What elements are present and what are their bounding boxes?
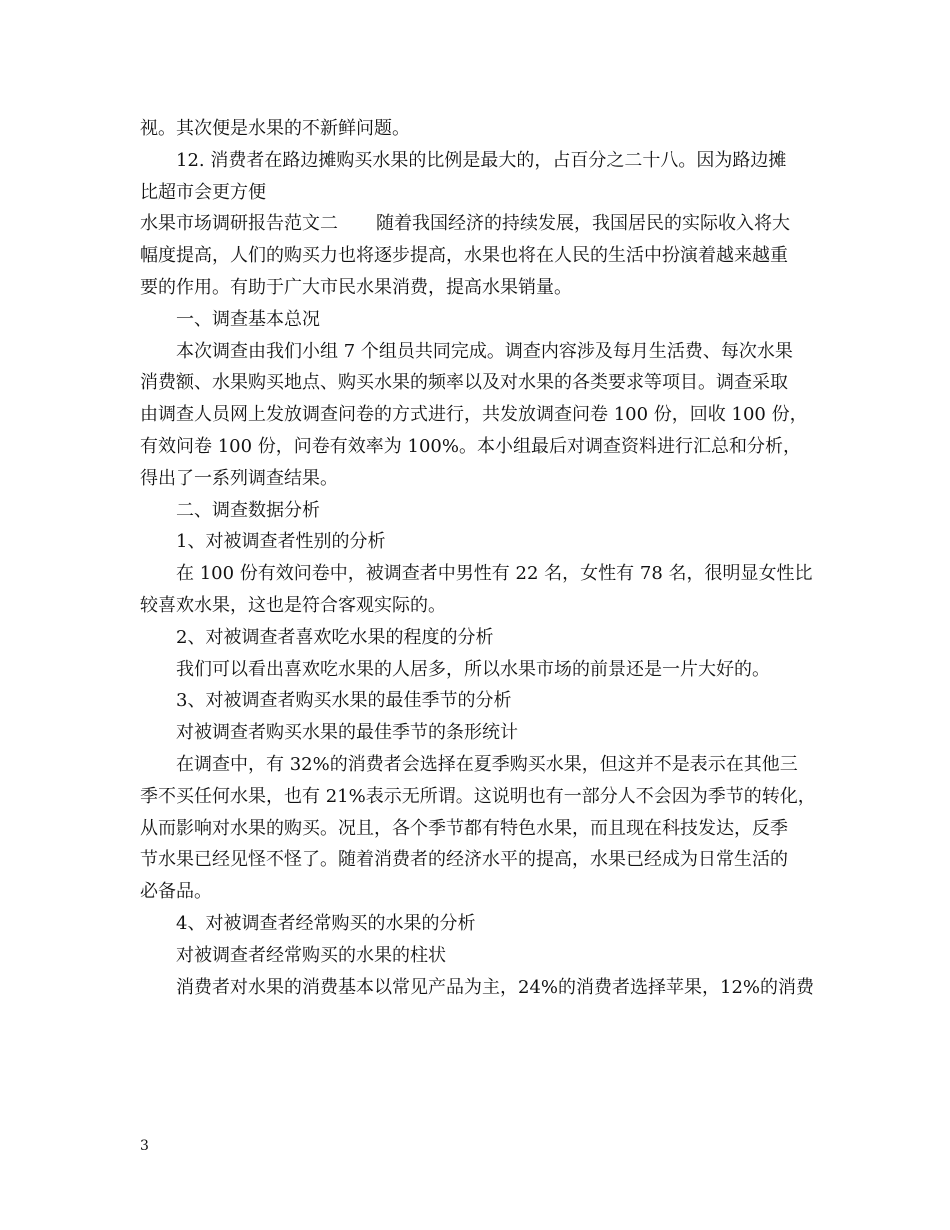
text-line-11: 有效问卷 100 份，问卷有效率为 100%。本小组最后对调查资料进行汇总和分析， <box>140 435 801 457</box>
text-line-16: 较喜欢水果，这也是符合客观实际的。 <box>140 594 446 616</box>
text-line-2: 12. 消费者在路边摊购买水果的比例是最大的，占百分之二十八。因为路边摊 <box>176 149 787 171</box>
report-title: 水果市场调研报告范文二 <box>140 213 338 235</box>
text-line-21: 在调查中，有 32%的消费者会选择在夏季购买水果，但这并不是表示在其他三 <box>176 753 798 775</box>
section-title-data-analysis: 二、调查数据分析 <box>176 499 320 521</box>
body-text <box>140 113 816 1003</box>
text-line-15: 在 100 份有效问卷中，被调查者中男性有 22 名，女性有 78 名，很明显女性比 <box>176 563 813 585</box>
text-line-5: 幅度提高，人们的购买力也将逐步提高，水果也将在人民的生活中扮演着越来越重 <box>140 245 788 267</box>
section-title-survey-overview: 一、调查基本总况 <box>176 308 320 330</box>
text-line-10: 由调查人员网上发放调查问卷的方式进行，共发放调查问卷 100 份，回收 100 份， <box>140 404 808 426</box>
subsection-title-4: 4、对被调查者经常购买的水果的分析 <box>176 912 476 934</box>
text-line-1: 视。其次便是水果的不新鲜问题。 <box>140 118 410 139</box>
subsection-title-2: 2、对被调查者喜欢吃水果的程度的分析 <box>176 626 494 648</box>
text-line-28: 消费者对水果的消费基本以常见产品为主，24%的消费者选择苹果，12%的消费 <box>176 976 815 998</box>
text-line-24: 节水果已经见怪不怪了。随着消费者的经济水平的提高，水果已经成为日常生活的 <box>140 849 788 871</box>
text-line-6: 要的作用。有助于广大市民水果消费，提高水果销量。 <box>140 276 572 298</box>
text-line-8: 本次调查由我们小组 7 个组员共同完成。调查内容涉及每月生活费、每次水果 <box>176 340 793 362</box>
text-line-18: 我们可以看出喜欢吃水果的人居多，所以水果市场的前景还是一片大好的。 <box>176 658 770 680</box>
subsection-title-1: 1、对被调查者性别的分析 <box>176 531 386 553</box>
subsection-title-3: 3、对被调查者购买水果的最佳季节的分析 <box>176 690 512 712</box>
text-line-27: 对被调查者经常购买的水果的柱状 <box>176 944 446 966</box>
text-line-9: 消费额、水果购买地点、购买水果的频率以及对水果的各类要求等项目。调查采取 <box>140 372 788 394</box>
section-heading-line <box>140 208 816 240</box>
page-number: 3 <box>140 1138 149 1154</box>
text-line-3: 比超市会更方便 <box>140 181 266 203</box>
text-line-20: 对被调查者购买水果的最佳季节的条形统计 <box>176 722 518 744</box>
intro-text: 随着我国经济的持续发展，我国居民的实际收入将大 <box>376 213 790 235</box>
text-line-22: 季不买任何水果，也有 21%表示无所谓。这说明也有一部分人不会因为季节的转化， <box>140 785 816 807</box>
text-line-12: 得出了一系列调查结果。 <box>140 467 338 489</box>
text-line-25: 必备品。 <box>140 881 212 903</box>
text-line-23: 从而影响对水果的购买。况且，各个季节都有特色水果，而且现在科技发达，反季 <box>140 817 788 839</box>
